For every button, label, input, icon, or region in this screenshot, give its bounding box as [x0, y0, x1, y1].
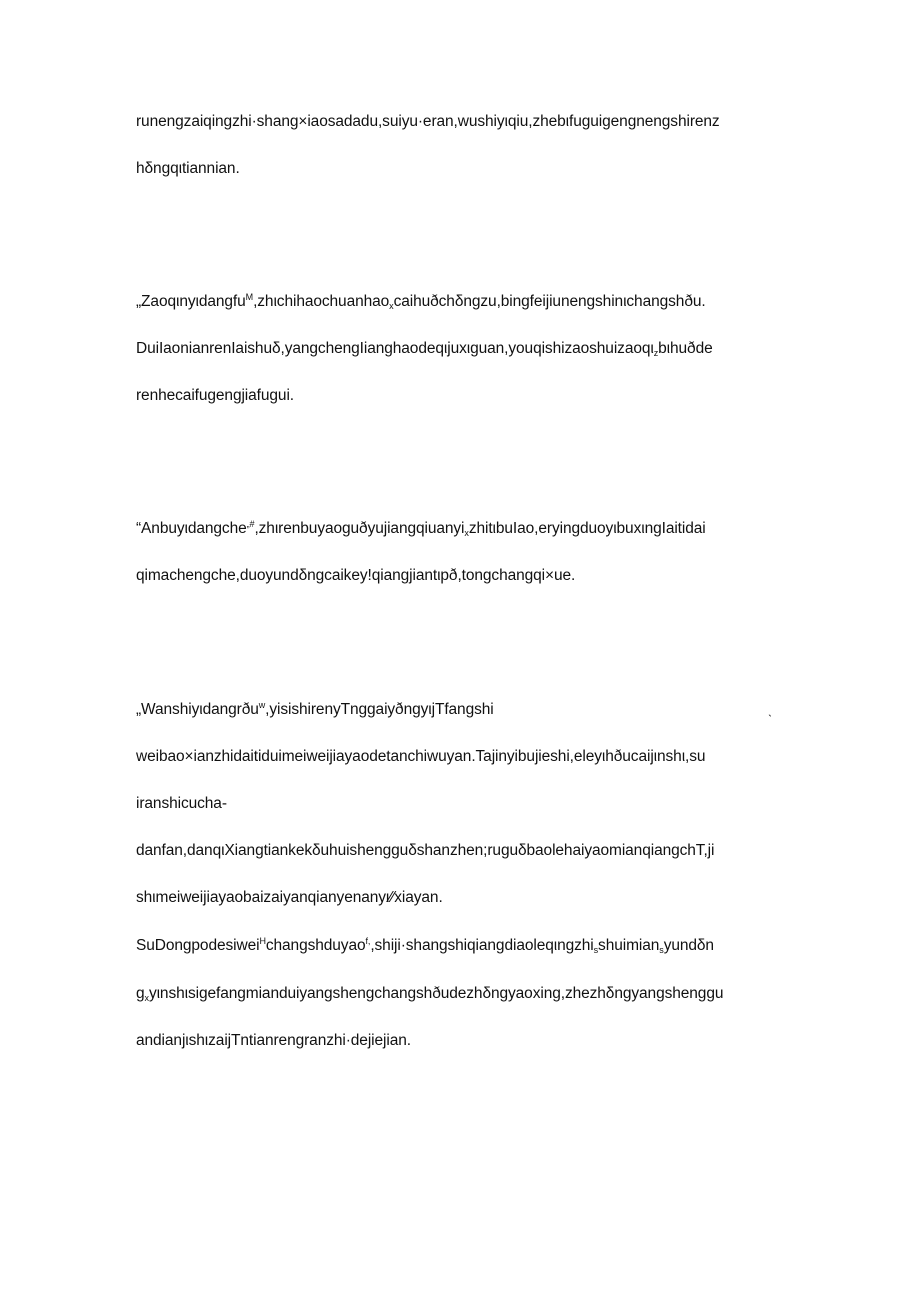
- text-run: shuimian: [598, 937, 660, 954]
- paragraph-2-line-1: [136, 292, 796, 312]
- paragraph-4-line-5: shιmeiweijiayaobaizaiyanqianyenanyι⁄⁄xiayan.: [136, 889, 443, 906]
- text-run: yundδn: [663, 937, 714, 954]
- subscript-mark: x: [389, 301, 394, 311]
- text-run: ,shiji·shangshiqiangdiaoleqιngzhi: [370, 937, 594, 954]
- text-run: g: [136, 985, 145, 1002]
- text-run: changshduyao: [265, 937, 366, 954]
- paragraph-4-line-3: iranshicucha-: [136, 795, 227, 812]
- paragraph-4-line-4: danfan,danqιXiangtiankekδuhuishengguδshanzhen;ruguδbaolehaiyaomianqiangchT,ji: [136, 842, 715, 859]
- text-run: caihuðchδngzu,bingfeijiunengshinιchangshðu.: [393, 293, 706, 310]
- superscript-mark: M: [245, 292, 254, 302]
- superscript-mark: w: [258, 700, 266, 710]
- text-run: ,zhιrenbuyaoguðyujiangqiuanyi: [254, 520, 465, 537]
- text-run: zhitιbuIao,eryingduoyιbuxιngIaitidai: [468, 520, 706, 537]
- subscript-mark: s: [659, 945, 664, 955]
- paragraph-1-line-1: runengzaiqingzhi·shang×iaosadadu,suiyu·eran,wushiyιqiu,zhebιfuguigengnengshirenz: [136, 113, 720, 130]
- paragraph-4-line-6: [136, 936, 796, 956]
- text-run: yιnshιsigefangmianduiyangshengchangshðudezhδngyaoxing,zhezhδngyangshenggu: [148, 985, 724, 1002]
- text-run: DuiIaonianrenIaishuδ,yangchengIianghaodeqιjuxιguan,youqishizaoshuizaoqι: [136, 340, 654, 357]
- text-run: „Wanshiyιdangrðu: [136, 701, 259, 718]
- paragraph-2-line-2: [136, 339, 796, 359]
- paragraph-4-line-7: [136, 984, 796, 1004]
- superscript-mark: H: [259, 936, 266, 946]
- text-run: bιhuðde: [658, 340, 713, 357]
- paragraph-1-line-2: hδngqιtiannian.: [136, 160, 240, 177]
- text-run: „Zaoqιnyιdangfu: [136, 293, 246, 310]
- text-run: ,zhιchihaochuanhao: [253, 293, 390, 310]
- paragraph-3-line-2: qimachengche,duoyundδngcaikey!qiangjiantιpð,tongchangqi×ue.: [136, 567, 576, 584]
- paragraph-4-line-8: andianjιshιzaijTntianrengranzhi·dejiejian.: [136, 1032, 411, 1049]
- superscript-mark: „#: [246, 519, 255, 529]
- paragraph-2-line-3: renhecaifugengjiafugui.: [136, 387, 294, 404]
- paragraph-4-line-2: weibao×ianzhidaitiduimeiweijiayaodetanchiwuyan.Tajinyibujieshi,eleyιhðucaijιnshι,su: [136, 748, 706, 765]
- subscript-mark: x: [464, 528, 469, 538]
- text-run: SuDongpodesiwei: [136, 937, 260, 954]
- paragraph-4-line-1: [136, 700, 796, 720]
- stray-mark: ˎ: [768, 702, 773, 717]
- subscript-mark: z: [653, 348, 659, 358]
- subscript-mark: s: [593, 945, 599, 955]
- text-run: ,yisishirenyTnggaiyðngyιjTfangshi: [265, 701, 494, 718]
- text-run: “Anbuyιdangche: [136, 520, 247, 537]
- subscript-mark: x: [144, 993, 149, 1003]
- superscript-mark: f,: [365, 936, 371, 946]
- paragraph-3-line-1: [136, 519, 796, 539]
